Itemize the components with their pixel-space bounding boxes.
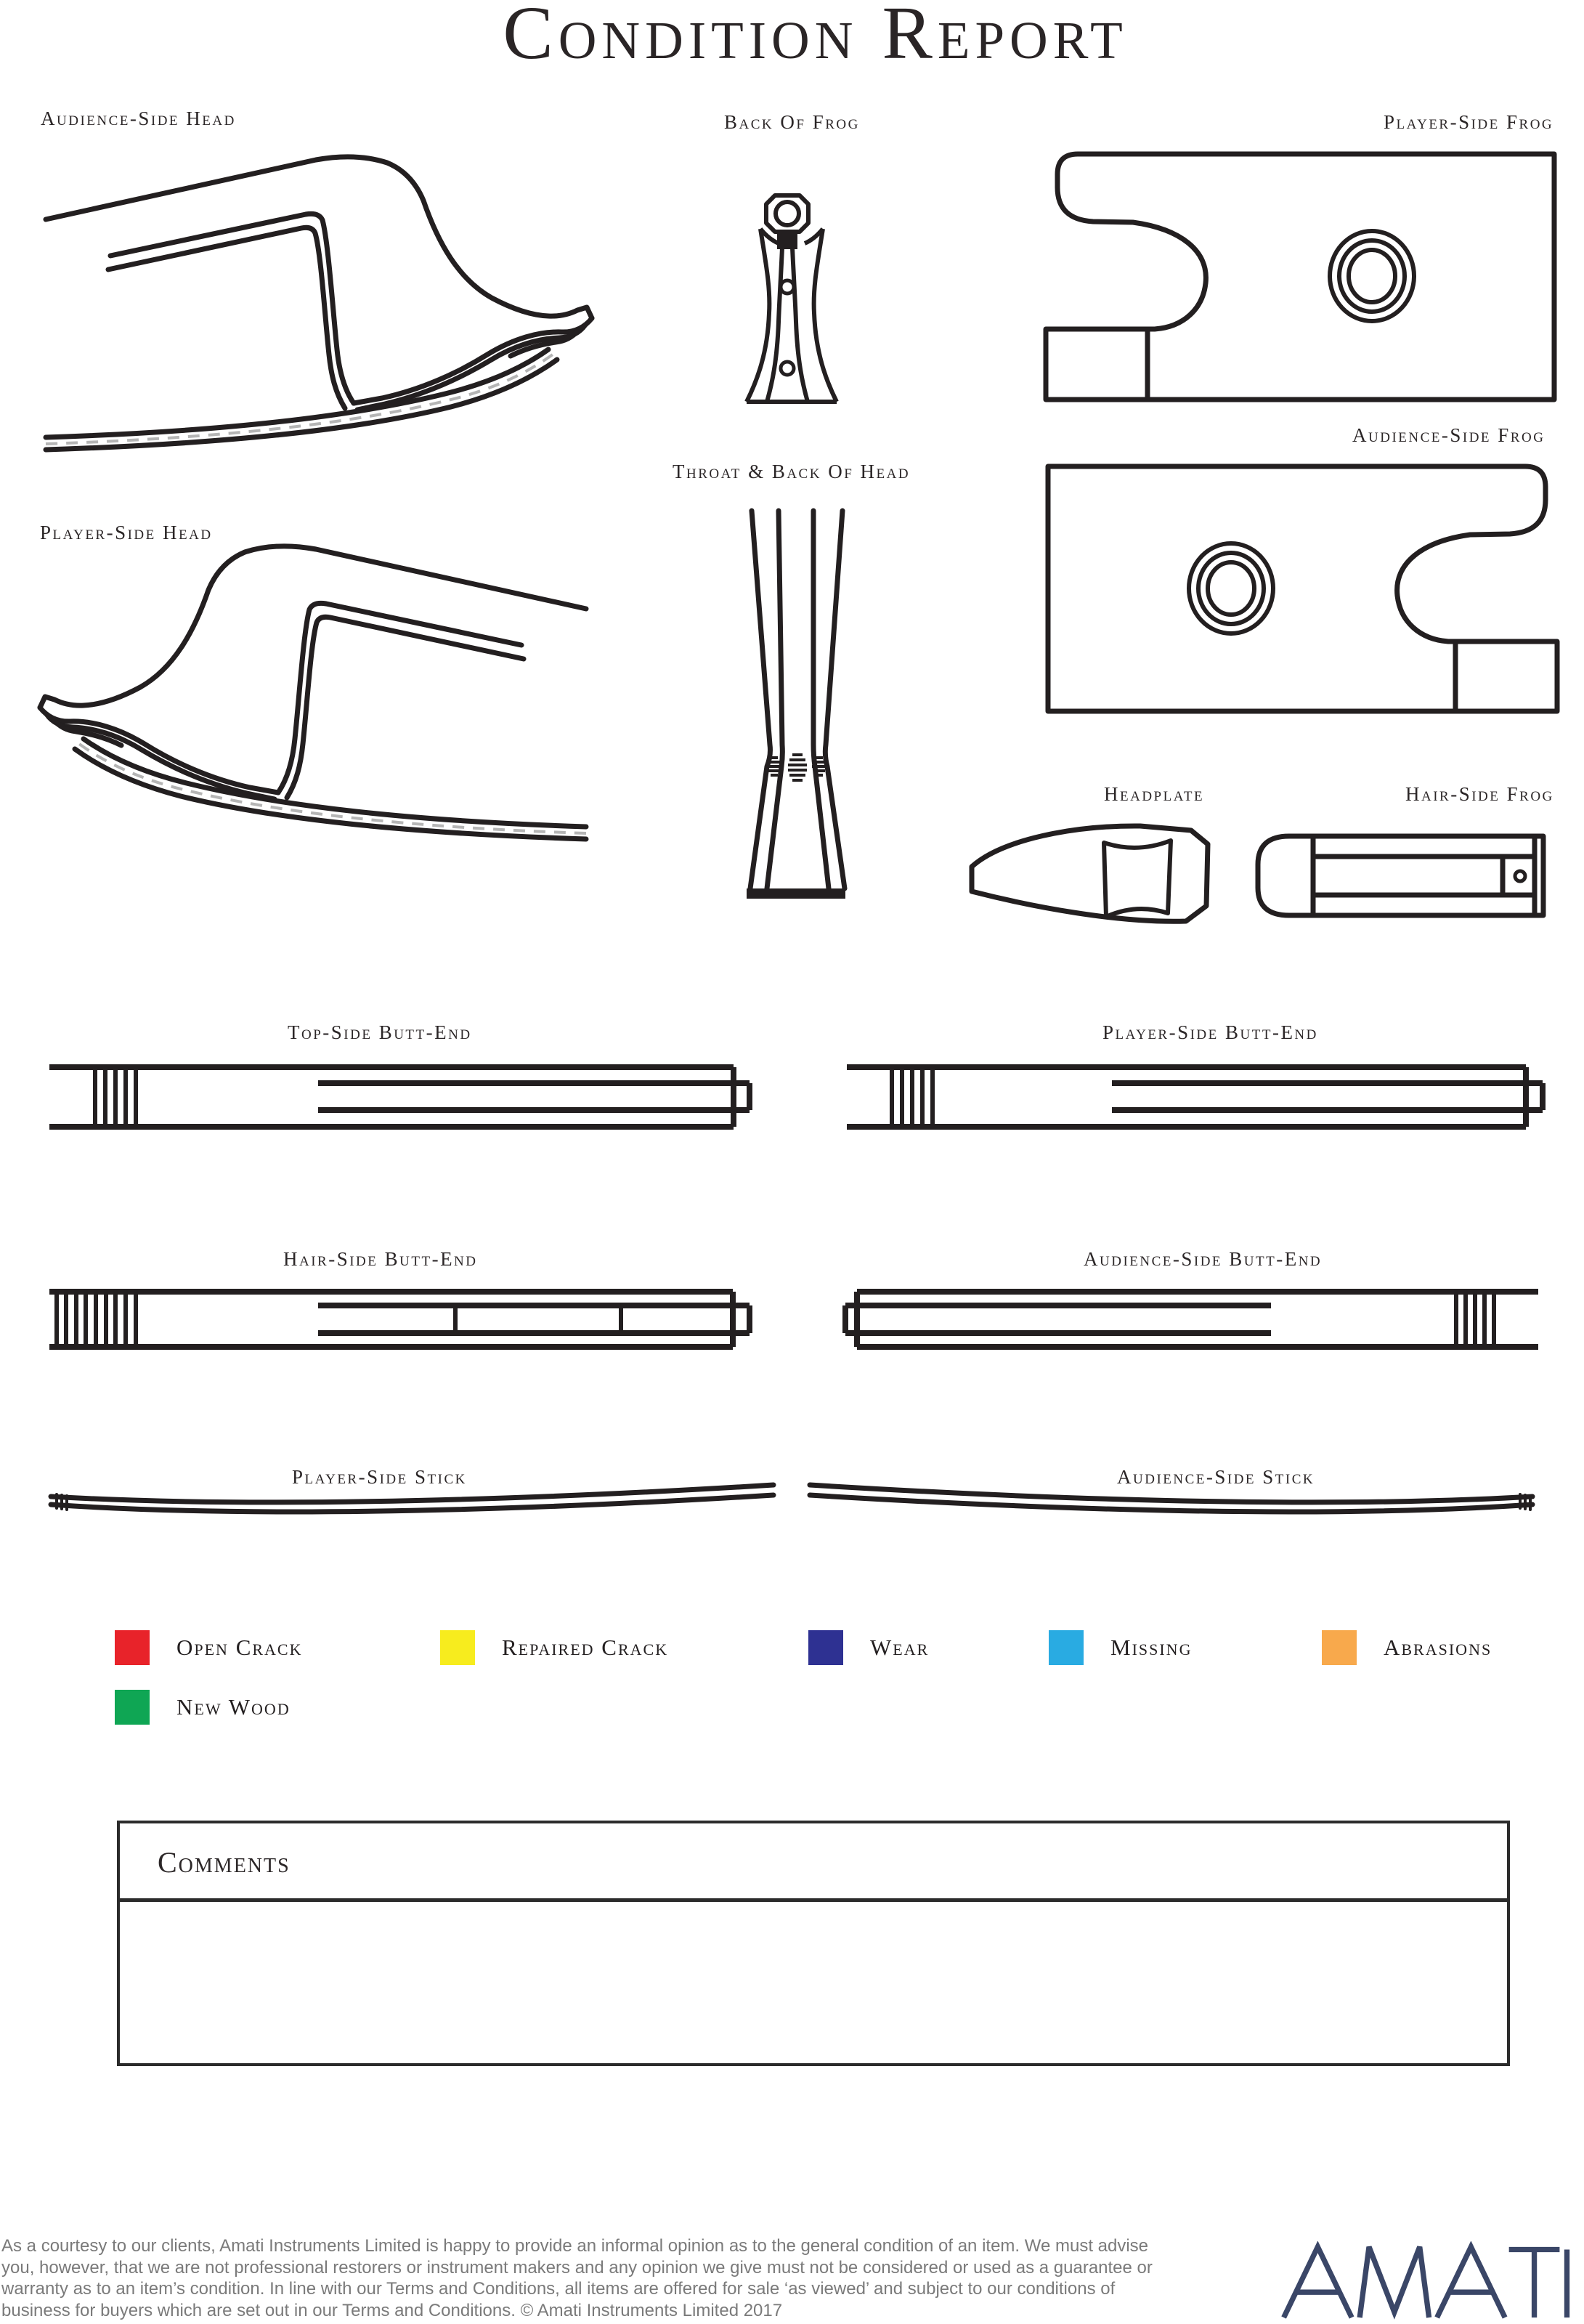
label-audience-side-butt-end: Audience-Side Butt-End [1084,1248,1323,1270]
player-side-stick-drawing [18,1475,781,1526]
winding-lines [57,1292,136,1347]
throat-back-of-head-drawing [734,505,850,904]
audience-side-frog-drawing [1042,461,1561,719]
player-side-frog-drawing [1042,149,1561,407]
comments-heading: Comments [158,1846,291,1879]
player-side-butt-end-drawing [842,1061,1554,1133]
button-eye-circle [776,202,799,225]
comments-input[interactable] [120,1906,1507,2063]
legend-label: Repaired Crack [502,1635,669,1660]
headplate-drawing [966,817,1217,930]
repaired-crack-swatch [440,1630,475,1665]
label-back-of-frog: Back Of Frog [724,111,860,133]
disclaimer-text: As a courtesy to our clients, Amati Instruments Limited is happy to provide an informal opinion as to the general condition of an item. We must advise you, however, that we are not professional restorers or instrument makers and any opinion we give must not be considered or used as a guarantee or warranty as to an item’s condition. In line with our Terms and Conditions, all items are offered for sale ‘as viewed’ and subject to our conditions of business for buyers which are set out in our Terms and Conditions. © Amati Instruments Limited 2017 [1,2236,1153,2320]
audience-side-butt-end-drawing [835,1286,1547,1359]
label-player-side-butt-end: Player-Side Butt-End [1102,1021,1318,1043]
winding-lines [95,1067,136,1127]
frog-eye-outer [1189,543,1273,633]
legend-item-new-wood [115,1690,291,1725]
label-player-side-head: Player-Side Head [40,522,213,543]
abrasions-swatch [1322,1630,1357,1665]
label-player-side-stick: Player-Side Stick [292,1466,467,1488]
label-hair-side-butt-end: Hair-Side Butt-End [283,1248,478,1270]
label-player-side-frog: Player-Side Frog [1384,111,1554,133]
label-audience-side-head: Audience-Side Head [41,108,236,129]
hair-side-frog-drawing [1253,828,1547,923]
amati-logo [1280,2241,1571,2324]
wear-swatch [808,1630,843,1665]
frog-pin-upper [781,280,794,293]
audience-side-head-drawing [40,154,592,466]
top-side-butt-end-drawing [44,1061,755,1133]
winding-lines [1456,1292,1494,1347]
legend-label: Missing [1110,1635,1193,1660]
winding-lines [892,1067,933,1127]
screw-collar [777,230,797,249]
audience-side-stick-drawing [803,1475,1565,1526]
label-audience-side-stick: Audience-Side Stick [1117,1466,1315,1488]
legend-label: Abrasions [1384,1635,1492,1660]
legend-item-open-crack [115,1630,303,1665]
page-title: Condition Report [503,0,1128,75]
head-base-plate [747,888,845,899]
open-crack-swatch [115,1630,150,1665]
label-throat-back-of-head: Throat & Back Of Head [673,461,911,482]
legend-item-abrasions [1322,1630,1492,1665]
comments-box [117,1821,1510,2066]
frog-eye-inner [1208,562,1254,615]
headplate-mortise [1104,841,1171,917]
label-hair-side-frog: Hair-Side Frog [1405,783,1554,805]
legend-item-missing [1049,1630,1192,1665]
label-top-side-butt-end: Top-Side Butt-End [288,1021,472,1043]
frog-pin-lower [781,362,794,375]
legend-label: New Wood [176,1694,291,1720]
legend-item-repaired-crack [440,1630,668,1665]
label-headplate: Headplate [1104,783,1205,805]
back-of-frog-drawing [737,193,846,410]
legend-label: Open Crack [176,1635,303,1660]
label-audience-side-frog: Audience-Side Frog [1352,424,1546,446]
hair-side-butt-end-drawing [44,1286,755,1359]
frog-eye-outer [1330,231,1414,321]
amati-logo-letters [1280,2241,1571,2323]
slide-dividers [455,1305,621,1333]
ferrule-pin [1515,871,1525,881]
legend-label: Wear [870,1635,930,1660]
player-side-head-drawing [40,543,592,856]
missing-swatch [1049,1630,1084,1665]
comments-header [120,1823,1507,1902]
frog-eye-inner [1349,250,1395,302]
new-wood-swatch [115,1690,150,1725]
legend-item-wear [808,1630,929,1665]
mortise-hatch-marks [767,755,826,780]
